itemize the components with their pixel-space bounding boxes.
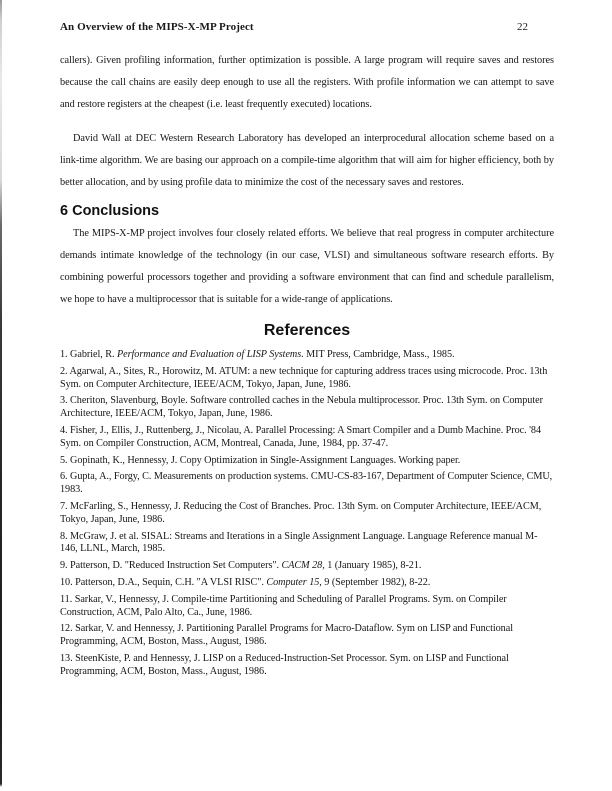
reference-text: 11. Sarkar, V., Hennessy, J. Compile-time Partitioning and Scheduling of Parallel Programs. Sym. on Compiler Construction, ACM, Palo Alto, Ca., June, 1986. (60, 593, 507, 618)
body-paragraph-2: David Wall at DEC Western Research Laboratory has developed an interprocedural allocation scheme based on a link-time algorithm. We are basing our approach on a compile-time algorithm that will aim for higher efficiency, both by better allocation, and by using profile data to minimize the cost of the necessary saves and restores. (60, 133, 554, 188)
scan-edge-artifact (0, 0, 2, 787)
reference-text: 12. Sarkar, V. and Hennessy, J. Partitioning Parallel Programs for Macro-Dataflow. Sym on LISP and Functional Programming, ACM, Boston, Mass., August, 1986. (60, 623, 513, 648)
reference-text: 2. Agarwal, A., Sites, R., Horowitz, M. ATUM: a new technique for capturing address traces using microcode. Proc. 13th Sym. on Computer Architecture, IEEE/ACM, Tokyo, Japan, June, 1986. (60, 365, 548, 390)
running-header (60, 20, 554, 34)
reference-item (60, 594, 554, 620)
reference-text: . MIT Press, Cambridge, Mass., 1985. (301, 349, 455, 360)
reference-title-italic: Performance and Evaluation of LISP Systems (116, 349, 302, 360)
conclusions-heading: 6 Conclusions (60, 203, 160, 219)
reference-text: 10. Patterson, D.A., Sequin, C.H. "A VLSI RISC". (60, 576, 267, 588)
reference-item (60, 455, 554, 468)
page-number: 22 (517, 21, 528, 33)
reference-text: 8. McGraw, J. et al. SISAL: Streams and Iterations in a Single Assignment Language. Language Reference manual M-146, LLNL, March, 1985. (60, 530, 538, 555)
reference-text: 1. Gabriel, R. (60, 349, 117, 360)
reference-item (60, 623, 554, 649)
reference-text: 5. Gopinath, K., Hennessy, J. Copy Optimization in Single-Assignment Languages. Working paper. (60, 454, 461, 466)
conclusions-paragraph: The MIPS-X-MP project involves four closely related efforts. We believe that real progress in computer architecture demands intimate knowledge of the technology (in our case, VLSI) and simultaneous software research efforts. By combining powerful processors together and providing a software environment that can find and schedule parallelism, we hope to have a multiprocessor that is suitable for a wide-range of applications. (60, 228, 554, 305)
reference-title-italic: CACM 28 (281, 560, 323, 572)
reference-text: 9. Patterson, D. "Reduced Instruction Set Computers". (60, 560, 282, 572)
reference-list (60, 349, 554, 679)
reference-item (60, 501, 554, 527)
reference-text: 7. McFarling, S., Hennessy, J. Reducing the Cost of Branches. Proc. 13th Sym. on Computer Architecture, IEEE/ACM, Tokyo, Japan, June, 1986. (60, 500, 542, 525)
body-paragraph-1: callers). Given profiling information, further optimization is possible. A large program will require saves and restores because the call chains are easily deep enough to use all the registers. With profile information we can attempt to save and restore registers at the cheapest (i.e. least frequently executed) locations. (60, 55, 554, 110)
reference-text: 4. Fisher, J., Ellis, J., Ruttenberg, J., Nicolau, A. Parallel Processing: A Smart Compiler and a Dumb Machine. Proc. '84 Sym. on Compiler Construction, ACM, Montreal, Canada, June, 1984, pp. 37-47. (60, 424, 542, 449)
reference-text: 13. SteenKiste, P. and Hennessy, J. LISP on a Reduced-Instruction-Set Processor. Sym. on LISP and Functional Programming, ACM, Boston, Mass., August, 1986. (60, 652, 509, 677)
reference-item (60, 395, 554, 421)
reference-item (60, 560, 554, 573)
reference-item (60, 653, 554, 679)
references-heading: References (263, 322, 351, 339)
reference-item (60, 425, 554, 451)
reference-title-italic: Computer 15 (266, 576, 320, 588)
running-header-title: An Overview of the MIPS-X-MP Project (60, 21, 254, 33)
reference-item (60, 577, 554, 590)
reference-item (60, 366, 554, 392)
reference-item (60, 349, 554, 362)
reference-text: 6. Gupta, A., Forgy, C. Measurements on production systems. CMU-CS-83-167, Department of Computer Science, CMU, 1983. (60, 471, 553, 496)
reference-item (60, 471, 554, 497)
reference-text: , 1 (January 1985), 8-21. (322, 560, 422, 572)
reference-text: 3. Cheriton, Slavenburg, Boyle. Software controlled caches in the Nebula multiprocessor. Proc. 13th Sym. on Computer Architecture, IEEE/ACM, Tokyo, Japan, June, 1986. (60, 395, 543, 420)
reference-text: , 9 (September 1982), 8-22. (319, 576, 431, 588)
reference-item (60, 531, 554, 557)
